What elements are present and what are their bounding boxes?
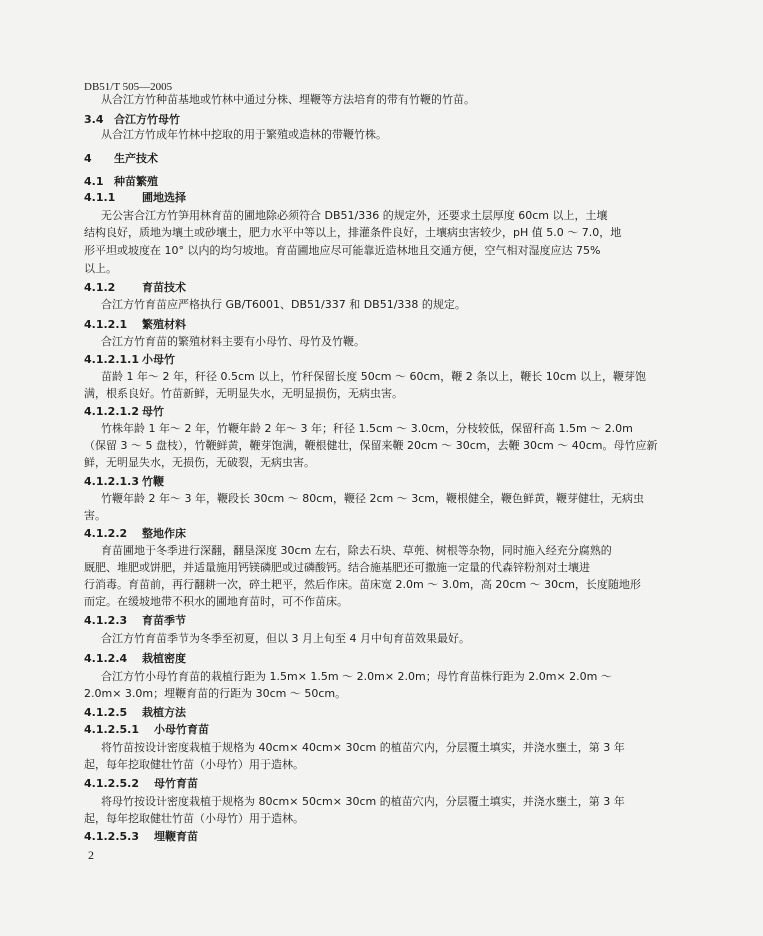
section-heading-4-1-2-1	[0, 318, 746, 332]
paragraph-line: 无公害合江方竹笋用林育苗的圃地除必须符合 DB51/336 的规定外，还要求土层厚度 60cm 以上，土壤	[101, 209, 608, 222]
section-number: 3.4	[84, 113, 104, 126]
paragraph-line: 竹鞭年龄 2 年～ 3 年，鞭段长 30cm ～ 80cm，鞭径 2cm ～ 3cm，鞭根健全，鞭色鲜黄，鞭芽健壮，无病虫	[101, 492, 645, 505]
paragraph-line: 而定。在缓坡地带不积水的圃地育苗时，可不作苗床。	[84, 595, 348, 608]
section-heading-4-1-2	[0, 281, 746, 295]
section-heading-4	[0, 152, 746, 166]
paragraph-line: 合江方竹育苗的繁殖材料主要有小母竹、母竹及竹鞭。	[101, 335, 365, 348]
section-heading-4-1	[0, 175, 746, 189]
section-heading-4-1-2-3	[0, 614, 746, 628]
section-heading-4-1-2-1-1	[0, 353, 746, 367]
section-title: 育苗季节	[142, 614, 186, 627]
paragraph-line: 害。	[84, 509, 106, 522]
section-heading-4-1-2-2	[0, 527, 746, 541]
paragraph-line: 从合江方竹种苗基地或竹林中通过分株、埋鞭等方法培育的带有竹鞭的竹苗。	[101, 93, 475, 106]
section-number: 4.1.2.5.2	[84, 777, 139, 790]
section-heading-4-1-2-5	[0, 706, 746, 720]
paragraph-line: 起，每年挖取健壮竹苗（小母竹）用于造林。	[84, 812, 304, 825]
section-heading-4-1-2-1-3	[0, 475, 746, 489]
section-title: 母竹育苗	[154, 777, 198, 790]
section-number: 4.1.2.3	[84, 614, 128, 627]
section-title: 育苗技术	[142, 281, 186, 294]
section-title: 生产技术	[114, 152, 158, 165]
paragraph-line: 行消毒。育苗前，再行翻耕一次，碎土耙平，然后作床。苗床宽 2.0m ～ 3.0m，高 20cm ～ 30cm，长度随地形	[84, 578, 641, 591]
section-number: 4.1.2.5.3	[84, 830, 139, 843]
paragraph-line: 竹株年龄 1 年～ 2 年，竹鞭年龄 2 年～ 3 年；秆径 1.5cm ～ 3.0cm，分枝较低，保留秆高 1.5m ～ 2.0m	[101, 422, 633, 435]
paragraph-line: （保留 3 ～ 5 盘枝），竹鞭鲜黄，鞭芽饱满，鞭根健壮，保留来鞭 20cm ～ 30cm，去鞭 30cm ～ 40cm。母竹应新	[84, 439, 658, 452]
section-title: 小母竹	[142, 353, 175, 366]
section-heading-4-1-1	[0, 191, 746, 205]
section-number: 4	[84, 152, 92, 165]
section-heading-4-1-2-5-2	[0, 777, 746, 791]
paragraph-line: 鲜，无明显失水，无损伤，无破裂，无病虫害。	[84, 456, 315, 469]
section-title: 合江方竹母竹	[114, 113, 180, 126]
paragraph-line: 将竹苗按设计密度栽植于规格为 40cm× 40cm× 30cm 的植苗穴内，分层覆土填实，并浇水壅土，第 3 年	[101, 741, 625, 754]
section-title: 栽植方法	[142, 706, 186, 719]
section-number: 4.1.1	[84, 191, 116, 204]
paragraph-line: 满，根系良好。竹苗新鲜，无明显失水，无明显损伤，无病虫害。	[84, 387, 403, 400]
section-title: 种苗繁殖	[114, 175, 158, 188]
section-title: 繁殖材料	[142, 318, 186, 331]
section-number: 4.1.2.1.3	[84, 475, 139, 488]
section-heading-4-1-2-4	[0, 652, 746, 666]
paragraph-line: 合江方竹小母竹育苗的栽植行距为 1.5m× 1.5m ～ 2.0m× 2.0m；母竹育苗株行距为 2.0m× 2.0m ～	[101, 670, 612, 683]
paragraph-line: 起，每年挖取健壮竹苗（小母竹）用于造林。	[84, 758, 304, 771]
section-number: 4.1.2.5.1	[84, 723, 139, 736]
paragraph-line: 结构良好，质地为壤土或砂壤土，肥力水平中等以上，排灌条件良好，土壤病虫害较少，pH 值 5.0 ～ 7.0，地	[84, 226, 622, 239]
section-number: 4.1	[84, 175, 104, 188]
page-number: 2	[88, 848, 94, 862]
section-number: 4.1.2.5	[84, 706, 128, 719]
document-code: DB51/T 505—2005	[84, 81, 173, 93]
section-number: 4.1.2.1.1	[84, 353, 139, 366]
section-title: 整地作床	[142, 527, 186, 540]
section-title: 竹鞭	[142, 475, 164, 488]
paragraph-line: 厩肥、堆肥或饼肥，并适量施用钙镁磷肥或过磷酸钙。结合施基肥还可撒施一定量的代森锌粉剂对土壤进	[84, 561, 590, 574]
paragraph-line: 合江方竹育苗应严格执行 GB/T6001、DB51/337 和 DB51/338 的规定。	[101, 298, 466, 311]
paragraph-line: 从合江方竹成年竹林中挖取的用于繁殖或造林的带鞭竹株。	[101, 128, 387, 141]
paragraph-line: 合江方竹育苗季节为冬季至初夏，但以 3 月上旬至 4 月中旬育苗效果最好。	[101, 632, 470, 645]
section-heading-3-4	[0, 113, 746, 127]
section-heading-4-1-2-1-2	[0, 405, 746, 419]
section-number: 4.1.2.4	[84, 652, 128, 665]
paragraph-line: 以上。	[84, 262, 117, 275]
paragraph-line: 将母竹按设计密度栽植于规格为 80cm× 50cm× 30cm 的植苗穴内，分层覆土填实，并浇水壅土，第 3 年	[101, 795, 625, 808]
section-heading-4-1-2-5-1	[0, 723, 746, 737]
section-title: 母竹	[142, 405, 164, 418]
paragraph-line: 育苗圃地于冬季进行深翻，翻垦深度 30cm 左右，除去石块、草蔸、树根等杂物，同时施入经充分腐熟的	[101, 544, 612, 557]
section-number: 4.1.2.2	[84, 527, 128, 540]
section-number: 4.1.2.1	[84, 318, 128, 331]
paragraph-line: 2.0m× 3.0m；埋鞭育苗的行距为 30cm ～ 50cm。	[84, 687, 347, 700]
paragraph-line: 形平坦或坡度在 10° 以内的均匀坡地。育苗圃地应尽可能靠近造林地且交通方便，空气相对湿度应达 75%	[84, 244, 601, 257]
section-heading-4-1-2-5-3	[0, 830, 746, 844]
section-number: 4.1.2	[84, 281, 116, 294]
section-number: 4.1.2.1.2	[84, 405, 139, 418]
section-title: 栽植密度	[142, 652, 186, 665]
paragraph-line: 苗龄 1 年～ 2 年，秆径 0.5cm 以上，竹秆保留长度 50cm ～ 60cm，鞭 2 条以上，鞭长 10cm 以上，鞭芽饱	[101, 370, 646, 383]
section-title: 小母竹育苗	[154, 723, 209, 736]
section-title: 圃地选择	[142, 191, 186, 204]
section-title: 埋鞭育苗	[154, 830, 198, 843]
